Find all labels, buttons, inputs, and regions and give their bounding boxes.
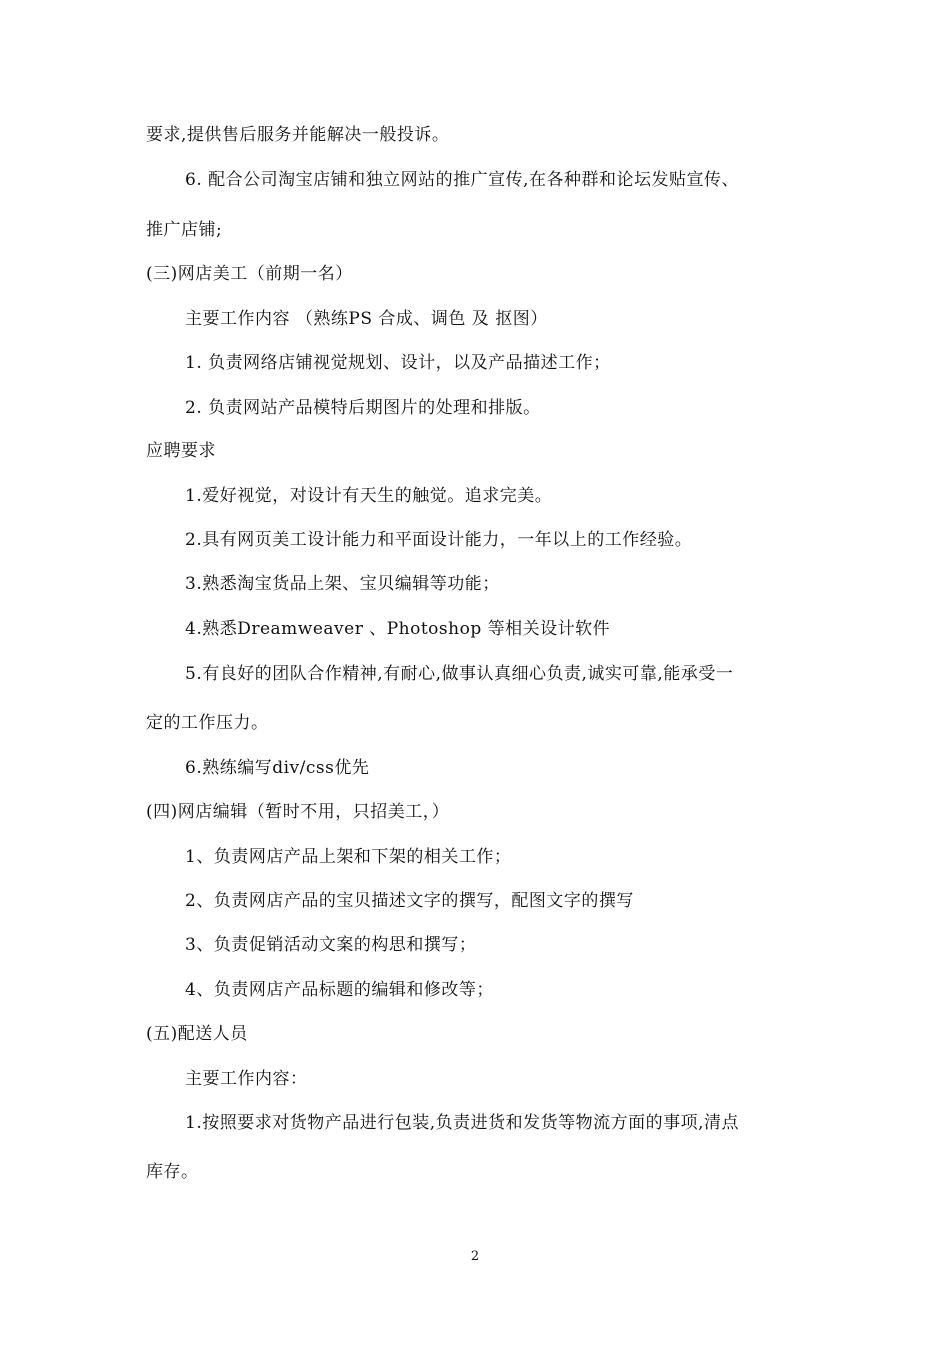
list-item: 4.熟悉Dreamweaver 、Photoshop 等相关设计软件: [185, 619, 611, 639]
section-heading: (五)配送人员: [146, 1024, 248, 1044]
text-line: 要求,提供售后服务并能解决一般投诉。: [146, 125, 450, 145]
list-item: 1.按照要求对货物产品进行包装,负责进货和发货等物流方面的事项,清点: [185, 1113, 740, 1133]
list-item: 2. 负责网站产品模特后期图片的处理和排版。: [185, 398, 541, 418]
list-item: 1.爱好视觉，对设计有天生的触觉。追求完美。: [185, 486, 553, 506]
text-line: 主要工作内容 （熟练PS 合成、调色 及 抠图）: [185, 309, 548, 329]
section-heading: (四)网店编辑（暂时不用，只招美工，）: [146, 802, 450, 822]
text-line: 推广店铺;: [146, 220, 223, 240]
list-item: 1. 负责网络店铺视觉规划、设计，以及产品描述工作；: [185, 353, 611, 373]
list-item: 2、负责网店产品的宝贝描述文字的撰写，配图文字的撰写: [185, 891, 634, 911]
text-line: 库存。: [146, 1162, 199, 1182]
list-item: 5.有良好的团队合作精神,有耐心,做事认真细心负责,诚实可靠,能承受一: [185, 664, 734, 684]
list-item: 1、负责网店产品上架和下架的相关工作；: [185, 847, 512, 867]
list-item: 3、负责促销活动文案的构思和撰写；: [185, 935, 477, 955]
text-line: 主要工作内容：: [185, 1069, 308, 1089]
list-item: 2.具有网页美工设计能力和平面设计能力，一年以上的工作经验。: [185, 530, 693, 550]
list-item: 6.熟练编写div/css优先: [185, 758, 370, 778]
text-line: 定的工作压力。: [146, 713, 269, 733]
list-item: 4、负责网店产品标题的编辑和修改等；: [185, 980, 494, 1000]
subheading: 应聘要求: [146, 441, 216, 461]
list-item: 3.熟悉淘宝货品上架、宝贝编辑等功能；: [185, 574, 500, 594]
page-number: 2: [470, 1249, 480, 1264]
text-line: 6. 配合公司淘宝店铺和独立网站的推广宣传,在各种群和论坛发贴宣传、: [185, 170, 740, 190]
section-heading: (三)网店美工（前期一名）: [146, 264, 353, 284]
